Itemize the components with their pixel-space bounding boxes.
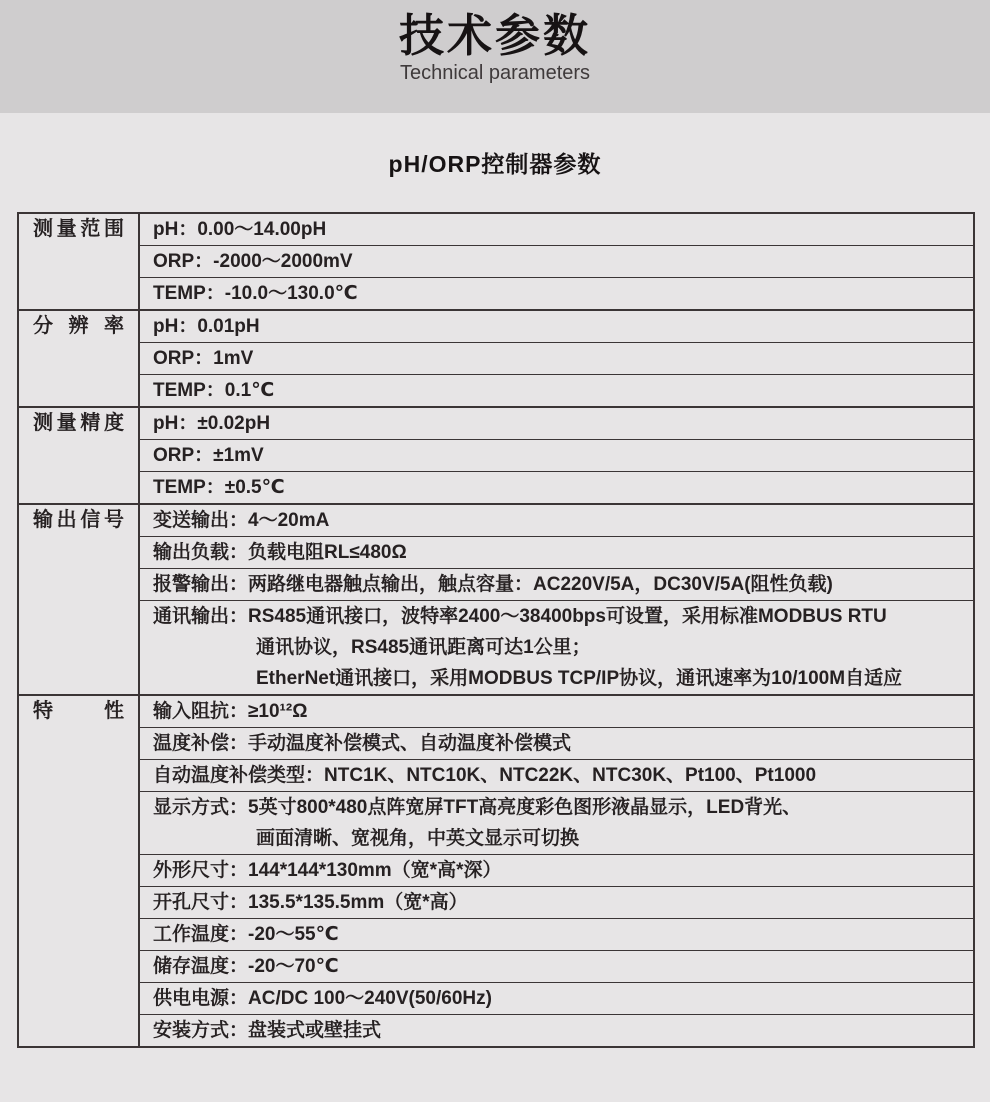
spec-row bbox=[140, 600, 973, 694]
header-banner bbox=[0, 0, 990, 113]
spec-row bbox=[140, 245, 973, 277]
spec-row bbox=[140, 505, 973, 536]
spec-row bbox=[140, 471, 973, 503]
spec-row bbox=[140, 311, 973, 342]
spec-line: 安装方式：盘装式或壁挂式 bbox=[153, 1020, 382, 1041]
spec-line: 温度补偿：手动温度补偿模式、自动温度补偿模式 bbox=[153, 733, 572, 754]
value-column bbox=[140, 696, 973, 1046]
spec-line: 报警输出：两路继电器触点输出，触点容量：AC220V/5A，DC30V/5A(阻性负载) bbox=[153, 574, 833, 595]
spec-line: 通讯协议，RS485通讯距离可达1公里； bbox=[256, 637, 591, 658]
spec-row bbox=[140, 918, 973, 950]
spec-line: 储存温度：-20～70℃ bbox=[153, 956, 339, 977]
spec-line: 通讯输出：RS485通讯接口，波特率2400～38400bps可设置，采用标准MODBUS RTU bbox=[153, 606, 887, 627]
spec-line: ORP：-2000～2000mV bbox=[153, 251, 353, 272]
spec-row bbox=[140, 1014, 973, 1046]
spec-line: pH：±0.02pH bbox=[153, 413, 271, 434]
page-title: 技术参数 bbox=[398, 10, 591, 61]
spec-group bbox=[19, 694, 973, 1046]
spec-row bbox=[140, 374, 973, 406]
spec-line: ORP：1mV bbox=[153, 348, 254, 369]
value-column bbox=[140, 214, 973, 309]
spec-group bbox=[19, 309, 973, 406]
spec-line: 变送输出：4～20mA bbox=[153, 510, 330, 531]
page-subtitle: Technical parameters bbox=[399, 61, 591, 84]
spec-line: EtherNet通讯接口，采用MODBUS TCP/IP协议，通讯速率为10/100M自适应 bbox=[256, 668, 903, 689]
spec-line: ORP：±1mV bbox=[153, 445, 264, 466]
spec-line: 工作温度：-20～55℃ bbox=[153, 924, 339, 945]
spec-table bbox=[17, 212, 975, 1048]
spec-line: 显示方式：5英寸800*480点阵宽屏TFT高亮度彩色图形液晶显示，LED背光、 bbox=[153, 797, 802, 818]
spec-group bbox=[19, 503, 973, 694]
spec-row bbox=[140, 277, 973, 309]
spec-row bbox=[140, 536, 973, 568]
spec-group bbox=[19, 406, 973, 503]
category-cell: 测量范围 bbox=[19, 214, 140, 309]
spec-line: pH：0.00～14.00pH bbox=[153, 219, 327, 240]
spec-row bbox=[140, 854, 973, 886]
spec-line: 输入阻抗：≥10¹²Ω bbox=[153, 701, 308, 722]
spec-row bbox=[140, 214, 973, 245]
spec-line: 画面清晰、宽视角，中英文显示可切换 bbox=[256, 828, 580, 849]
spec-row bbox=[140, 408, 973, 439]
spec-line: 外形尺寸：144*144*130mm（宽*高*深） bbox=[153, 860, 502, 881]
spec-row bbox=[140, 982, 973, 1014]
spec-line: pH：0.01pH bbox=[153, 316, 260, 337]
value-column bbox=[140, 505, 973, 694]
spec-row bbox=[140, 791, 973, 854]
spec-row bbox=[140, 950, 973, 982]
spec-group bbox=[19, 214, 973, 309]
spec-row bbox=[140, 727, 973, 759]
spec-row bbox=[140, 696, 973, 727]
spec-line: TEMP：-10.0～130.0℃ bbox=[153, 283, 358, 304]
spec-row bbox=[140, 568, 973, 600]
spec-line: TEMP：±0.5℃ bbox=[153, 477, 285, 498]
spec-row bbox=[140, 439, 973, 471]
spec-line: 自动温度补偿类型：NTC1K、NTC10K、NTC22K、NTC30K、Pt100、Pt1000 bbox=[153, 765, 817, 786]
category-cell: 分 辨 率 bbox=[19, 311, 140, 406]
value-column bbox=[140, 408, 973, 503]
category-cell: 特 性 bbox=[19, 696, 140, 1046]
category-cell: 测量精度 bbox=[19, 408, 140, 503]
category-cell: 输出信号 bbox=[19, 505, 140, 694]
spec-line: 供电电源：AC/DC 100～240V(50/60Hz) bbox=[153, 988, 492, 1009]
spec-row bbox=[140, 759, 973, 791]
spec-line: 输出负载：负载电阻RL≤480Ω bbox=[153, 542, 407, 563]
spec-line: 开孔尺寸：135.5*135.5mm（宽*高） bbox=[153, 892, 468, 913]
spec-row bbox=[140, 342, 973, 374]
section-title: pH/ORP控制器参数 bbox=[388, 151, 602, 177]
spec-row bbox=[140, 886, 973, 918]
spec-line: TEMP：0.1℃ bbox=[153, 380, 275, 401]
value-column bbox=[140, 311, 973, 406]
